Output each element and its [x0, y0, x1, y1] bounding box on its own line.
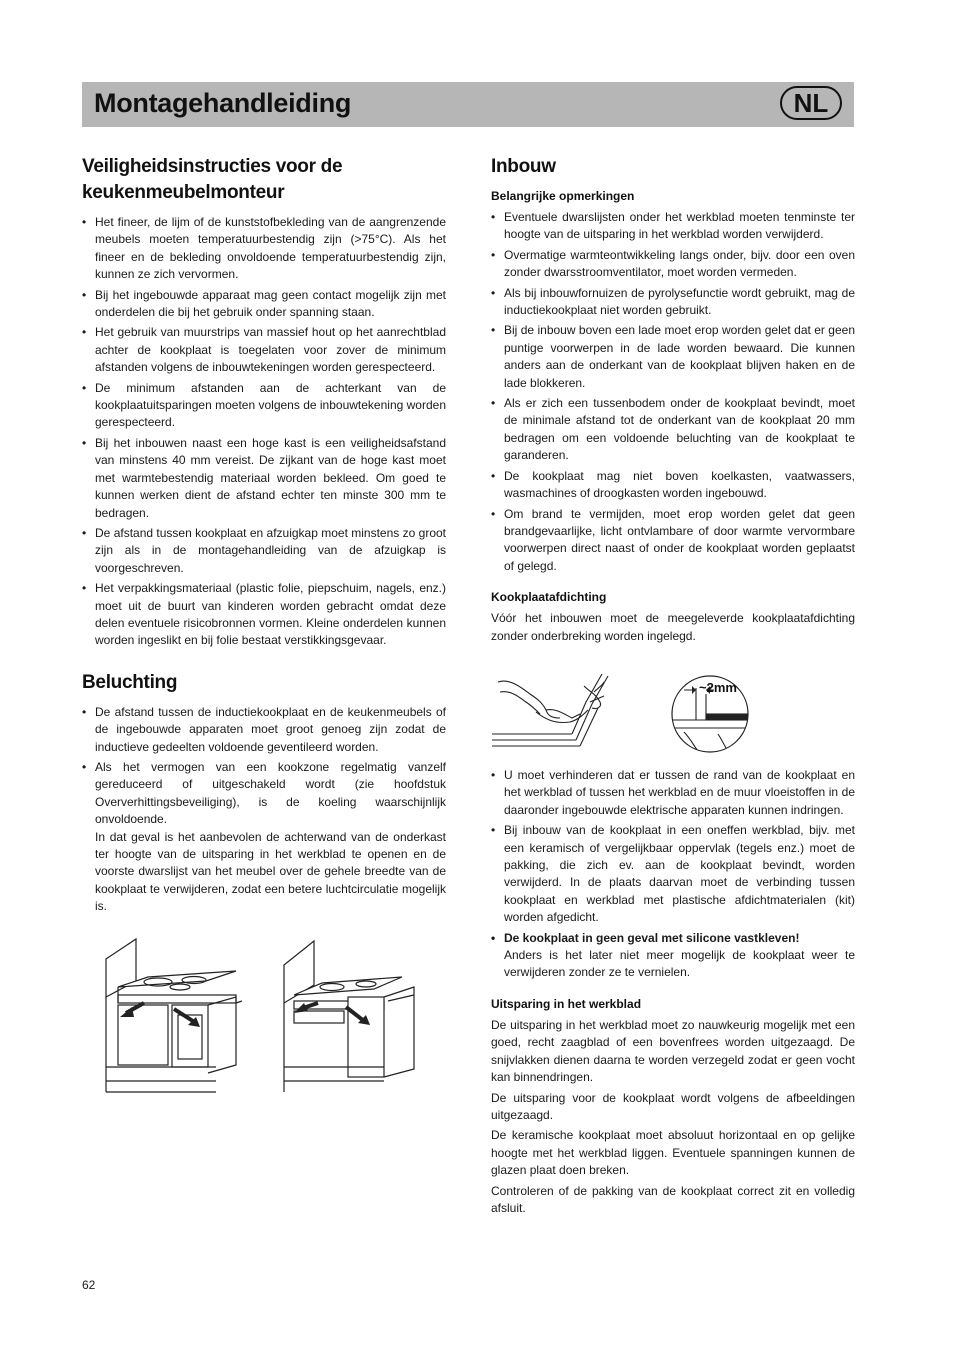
- list-item: • Om brand te vermijden, moet erop worden gelet dat geen brandgevaarlijke, licht ontvlambare of door warmte vervormbare voorwerpen direct naast of onder de kookplaat worden geplaatst of gelegd.: [491, 506, 855, 576]
- list-item: • De afstand tussen de inductiekookplaat en de keukenmeubels of de ingebouwde apparaten moet groot genoeg zijn zodat de inductieve gedeelten voldoende geventileerd worden.: [82, 704, 446, 756]
- list-item: • U moet verhinderen dat er tussen de rand van de kookplaat en het werkblad of tussen het werkblad en de muur vloeistoffen in de daaronder ingebouwde elektrische apparaten kunnen indringen.: [491, 767, 855, 819]
- list-item: • Het verpakkingsmateriaal (plastic folie, piepschuim, nagels, enz.) moet uit de buurt van kinderen worden gebracht omdat deze delen eventuele risicobronnen vormen. Kleine onderdelen kunnen worden ingeslikt en bij folie bestaat verstikkingsgevaar.: [82, 580, 446, 650]
- cabinet-ventilation-illustration-2: [274, 937, 424, 1097]
- list-item: • Als bij inbouwfornuizen de pyrolysefunctie wordt gebruikt, mag de inductiekookplaat niet worden gebruikt.: [491, 285, 855, 320]
- list-item: • Het gebruik van muurstrips van massief hout op het aanrechtblad achter de kookplaat is toegelaten voor zover de minimum afstanden volgens de inbouwtekeningen worden gerespecteerd.: [82, 324, 446, 376]
- list-item: • De afstand tussen kookplaat en afzuigkap moet minstens zo groot zijn als in de montagehandleiding van de afzuigkap is voorgeschreven.: [82, 525, 446, 577]
- cutout-paragraph: De keramische kookplaat moet absoluut horizontaal en op gelijke hoogte met het werkblad liggen. Eventuele spanningen kunnen de glazen plaat doen breken.: [491, 1128, 855, 1178]
- important-subheading: Belangrijke opmerkingen: [491, 189, 635, 203]
- ventilation-heading: Beluchting: [82, 671, 178, 693]
- list-item: • De minimum afstanden aan de achterkant van de kookplaatuitsparingen moeten volgens de inbouwtekening worden gerespecteerd.: [82, 380, 446, 432]
- warning-bold-text: De kookplaat in geen geval met silicone vastkleven!: [504, 930, 800, 945]
- cutout-paragraph: De uitsparing voor de kookplaat wordt volgens de afbeeldingen uitgezaagd.: [491, 1090, 855, 1122]
- header-bar: [82, 82, 854, 127]
- warning-text: Anders is het later niet meer mogelijk de kookplaat weer te verwijderen zonder ze te vernielen.: [504, 948, 855, 980]
- list-item: • Overmatige warmteontwikkeling langs onder, bijv. door een oven zonder dwarsstroomventilator, moet worden vermeden.: [491, 247, 855, 282]
- warning-item: [491, 930, 855, 982]
- ventilation-extra: In dat geval is het aanbevolen de achterwand van de onderkast ter hoogte van de uitsparing in het werkblad te openen en de voorste dwarslijst van het meubel over de gehele breedte van de kookplaat te verwijderen, zodat een betere luchtcirculatie mogelijk is.: [95, 829, 446, 914]
- list-item: • Bij inbouw van de kookplaat in een oneffen werkblad, bijv. met een keramisch of vergelijkbaar oppervlak (tegels enz.) moet de pakking, die zich ev. aan de kookplaat bevindt, worden verwijderd. In de plaats daarvan moet de verbinding tussen kookplaat en werkblad met plastische afdichtmaterialen (kit) worden afgedicht.: [491, 822, 855, 926]
- list-item: • Bij de inbouw boven een lade moet erop worden gelet dat er geen puntige voorwerpen in de lade worden bewaard. Die kunnen anders aan de onderkant van de kookplaat blijven haken en de lade blokkeren.: [491, 322, 855, 392]
- seal-subheading: Kookplaatafdichting: [491, 590, 607, 605]
- list-item: • De kookplaat mag niet boven koelkasten, vaatwassers, wasmachines of droogkasten worden ingebouwd.: [491, 468, 855, 503]
- list-item: • Als er zich een tussenbodem onder de kookplaat bevindt, moet de minimale afstand tot de onderkant van de kookplaat 20 mm bedragen om een voldoende beluchting van de kookplaat te garanderen.: [491, 395, 855, 465]
- list-item: • Als het vermogen van een kookzone regelmatig vanzelf gereduceerd of uitgeschakeld wordt (zie hoofdstuk Oververhittingsbeveiliging), is de koeling waarschijnlijk onvoldoende.: [82, 759, 446, 829]
- page-number: 62: [82, 1278, 96, 1292]
- safety-list: [82, 214, 446, 650]
- list-item: • Bij het ingebouwde apparaat mag geen contact mogelijk zijn met onderdelen die bij het gebruik onder spanning staan.: [82, 287, 446, 322]
- left-column: [82, 154, 446, 919]
- seal-text: Vóór het inbouwen moet de meegeleverde kookplaatafdichting zonder onderbreking worden ingelegd.: [491, 611, 855, 643]
- page-title: Montagehandleiding: [94, 88, 352, 118]
- list-item: • Eventuele dwarslijsten onder het werkblad moeten tenminste ter hoogte van de uitsparing in het werkblad worden verwijderd.: [491, 209, 855, 244]
- seal-list: [491, 767, 855, 982]
- cutout-paragraph: Controleren of de pakking van de kookplaat correct zit en volledig afsluit.: [491, 1183, 855, 1215]
- cabinet-ventilation-illustration-1: [96, 937, 246, 1097]
- seal-dimension-label: ~2mm: [699, 680, 737, 695]
- right-column: [491, 154, 855, 648]
- list-item: • Het fineer, de lijm of de kunststofbekleding van de aangrenzende meubels moeten temperatuurbestendig zijn (>75°C). Als het fineer en de bekleding onvoldoende temperatuurbestendig zijn, kunnen ze zich vervormen.: [82, 214, 446, 284]
- important-list: [491, 209, 855, 575]
- language-badge: NL: [780, 86, 842, 120]
- cutout-subheading: Uitsparing in het werkblad: [491, 996, 642, 1011]
- seal-insert-illustration: [490, 672, 610, 752]
- safety-heading: Veiligheidsinstructies voor de keukenmeubelmonteur: [82, 156, 343, 203]
- ventilation-list: [82, 704, 446, 829]
- cutout-paragraph: De uitsparing in het werkblad moet zo nauwkeurig mogelijk met een goed, recht zaagblad of een bovenfrees worden uitgezaagd. De snijvlakken dienen daarna te worden verzegeld zodat er geen vocht kan binnendringen.: [491, 1017, 855, 1085]
- install-heading: Inbouw: [491, 156, 556, 177]
- list-item: • Bij het inbouwen naast een hoge kast is een veiligheidsafstand van minstens 40 mm vereist. De zijkant van de hoge kast moet met warmtebestendig materiaal worden bekleed. Om goed te kunnen werken dient de afstand echter ten minste 300 mm te bedragen.: [82, 435, 446, 522]
- right-column-lower: [491, 767, 855, 1220]
